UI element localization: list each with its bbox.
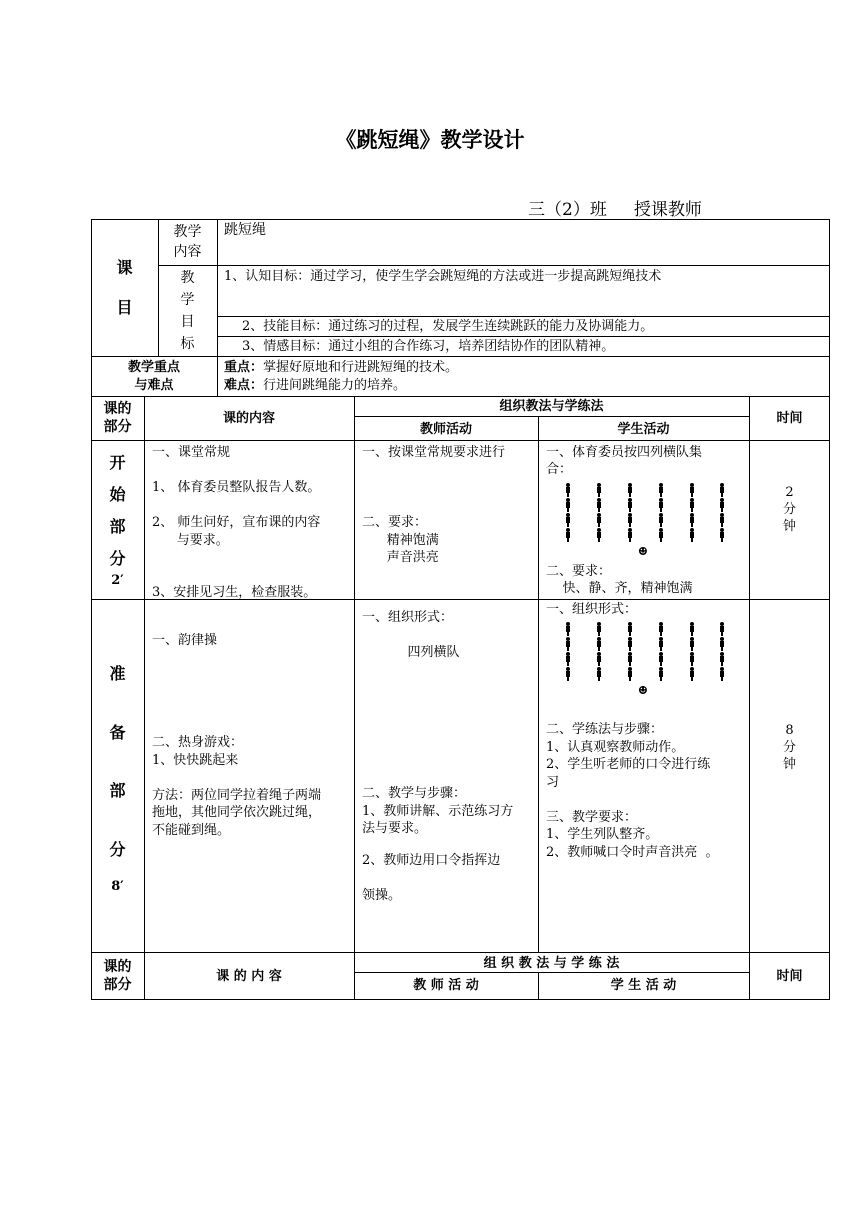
person-icon [565,483,571,497]
person-icon [596,483,602,497]
header-part: 课的 部分 [103,401,132,435]
person-icon [627,528,633,542]
prep-section-label: 准 备 部 分 [109,664,126,859]
person-icon [719,483,725,497]
prep-student-top: 一、组织形式： [546,602,638,617]
goal-emotion: 3、情感目标：通过小组的合作练习，培养团结协作的团队精神。 [242,339,615,354]
person-icon [596,622,602,636]
person-icon [658,483,664,497]
person-icon [596,528,602,542]
person-icon [689,513,695,527]
header-student: 学生活动 [617,422,670,437]
person-icon [719,513,725,527]
person-icon [689,652,695,666]
person-icon [565,622,571,636]
person-icon [719,498,725,512]
key-point-prefix: 重点： [224,360,264,375]
person-icon [719,637,725,651]
person-icon [689,622,695,636]
prep-teacher-top: 一、组织形式： 四列横队 [362,610,460,660]
person-icon [627,652,633,666]
content-value: 跳短绳 [224,222,266,238]
person-icon [596,667,602,681]
header-time: 时间 [776,411,803,426]
person-icon [719,667,725,681]
header-org: 组织教法与学练法 [499,399,604,414]
person-icon [689,498,695,512]
goal-cognitive: 1、认知目标：通过学习，使学生学会跳短绳的方法或进一步提高跳短绳技术 [224,269,662,284]
course-item-label: 课 目 [116,258,133,317]
prep-content-bottom: 二、热身游戏： 1、快快跳起来 方法：两位同学拉着绳子两端 拖地，其他同学依次跳过绳， 不能碰到绳。 [152,735,322,838]
person-icon [689,667,695,681]
content-label: 教学 内容 [173,224,202,260]
start-teacher: 一、按课堂常规要求进行 二、要求： 精神饱满 声音洪亮 [362,445,506,565]
start-time: 2 分 钟 [782,485,796,534]
prep-minutes: 8′ [111,879,124,894]
person-icon [658,498,664,512]
person-icon [565,667,571,681]
person-icon [596,652,602,666]
person-icon [565,637,571,651]
prep-time: 8 分 钟 [782,723,796,772]
goal-skill: 2、技能目标：通过练习的过程，发展学生连续跳跃的能力及协调能力。 [242,319,654,334]
person-icon [565,652,571,666]
person-icon [627,498,633,512]
person-icon [627,483,633,497]
footer-org: 组 织 教 法 与 学 练 法 [483,956,620,971]
key-point [224,359,458,376]
person-icon [658,667,664,681]
footer-part: 课的 部分 [103,959,132,993]
key-point-text: 掌握好原地和行进跳短绳的技术。 [263,360,459,375]
footer-time: 时间 [776,969,803,984]
prep-content-top: 一、韵律操 [152,633,218,648]
footer-content: 课 的 内 容 [216,969,282,984]
person-icon [596,637,602,651]
person-icon [596,498,602,512]
page-title: 《跳短绳》教学设计 [335,127,525,152]
person-icon [689,637,695,651]
person-icon [565,528,571,542]
person-icon [719,528,725,542]
person-icon [565,513,571,527]
goals-label: 教 学 目 标 [180,270,195,352]
person-icon [689,528,695,542]
person-icon [627,667,633,681]
prep-teacher-bottom: 二、教学与步骤： 1、教师讲解、示范练习方 法与要求。 [362,786,514,836]
start-student-top: 一、体育委员按四列横队集 合： [546,445,703,477]
start-section-label: 开 始 部 分 [109,453,126,568]
person-icon [565,498,571,512]
difficulty-prefix: 难点： [224,378,264,393]
person-icon [627,622,633,636]
footer-student: 学 生 活 动 [610,978,677,993]
start-student-bottom: 二、要求： 快、静、齐，精神饱满 [546,564,693,596]
person-icon [627,513,633,527]
smiley-icon: ☻ [638,545,648,558]
start-minutes: 2′ [111,573,124,588]
prep-student-bottom: 二、学练法与步骤： 1、认真观察教师动作。 2、学生听老师的口令进行练 习 三、教学要求： 1、学生列队整齐。 2、教师喊口令时声音洪亮 。 [546,722,719,860]
difficulty-text: 行进间跳绳能力的培养。 [263,378,407,393]
class-teacher-line: 三（2）班 授课教师 [528,200,702,220]
person-icon [719,652,725,666]
header-content: 课的内容 [222,411,275,426]
footer-teacher: 教 师 活 动 [413,978,479,993]
person-icon [658,513,664,527]
person-icon [658,652,664,666]
header-teacher: 教师活动 [419,422,472,437]
difficulty-point [224,377,406,394]
person-icon [627,637,633,651]
person-icon [689,483,695,497]
key-points-label: 教学重点 与难点 [127,360,180,393]
person-icon [658,637,664,651]
person-icon [658,528,664,542]
smiley-icon: ☻ [638,684,648,697]
person-icon [658,622,664,636]
prep-teacher-step2: 2、教师边用口令指挥边 领操。 [362,853,501,903]
person-icon [596,513,602,527]
start-content: 一、课堂常规 1、 体育委员整队报告人数。 2、 师生问好，宣布课的内容 与要求。 3、安排见习生，检查服装。 [152,445,321,600]
person-icon [719,622,725,636]
